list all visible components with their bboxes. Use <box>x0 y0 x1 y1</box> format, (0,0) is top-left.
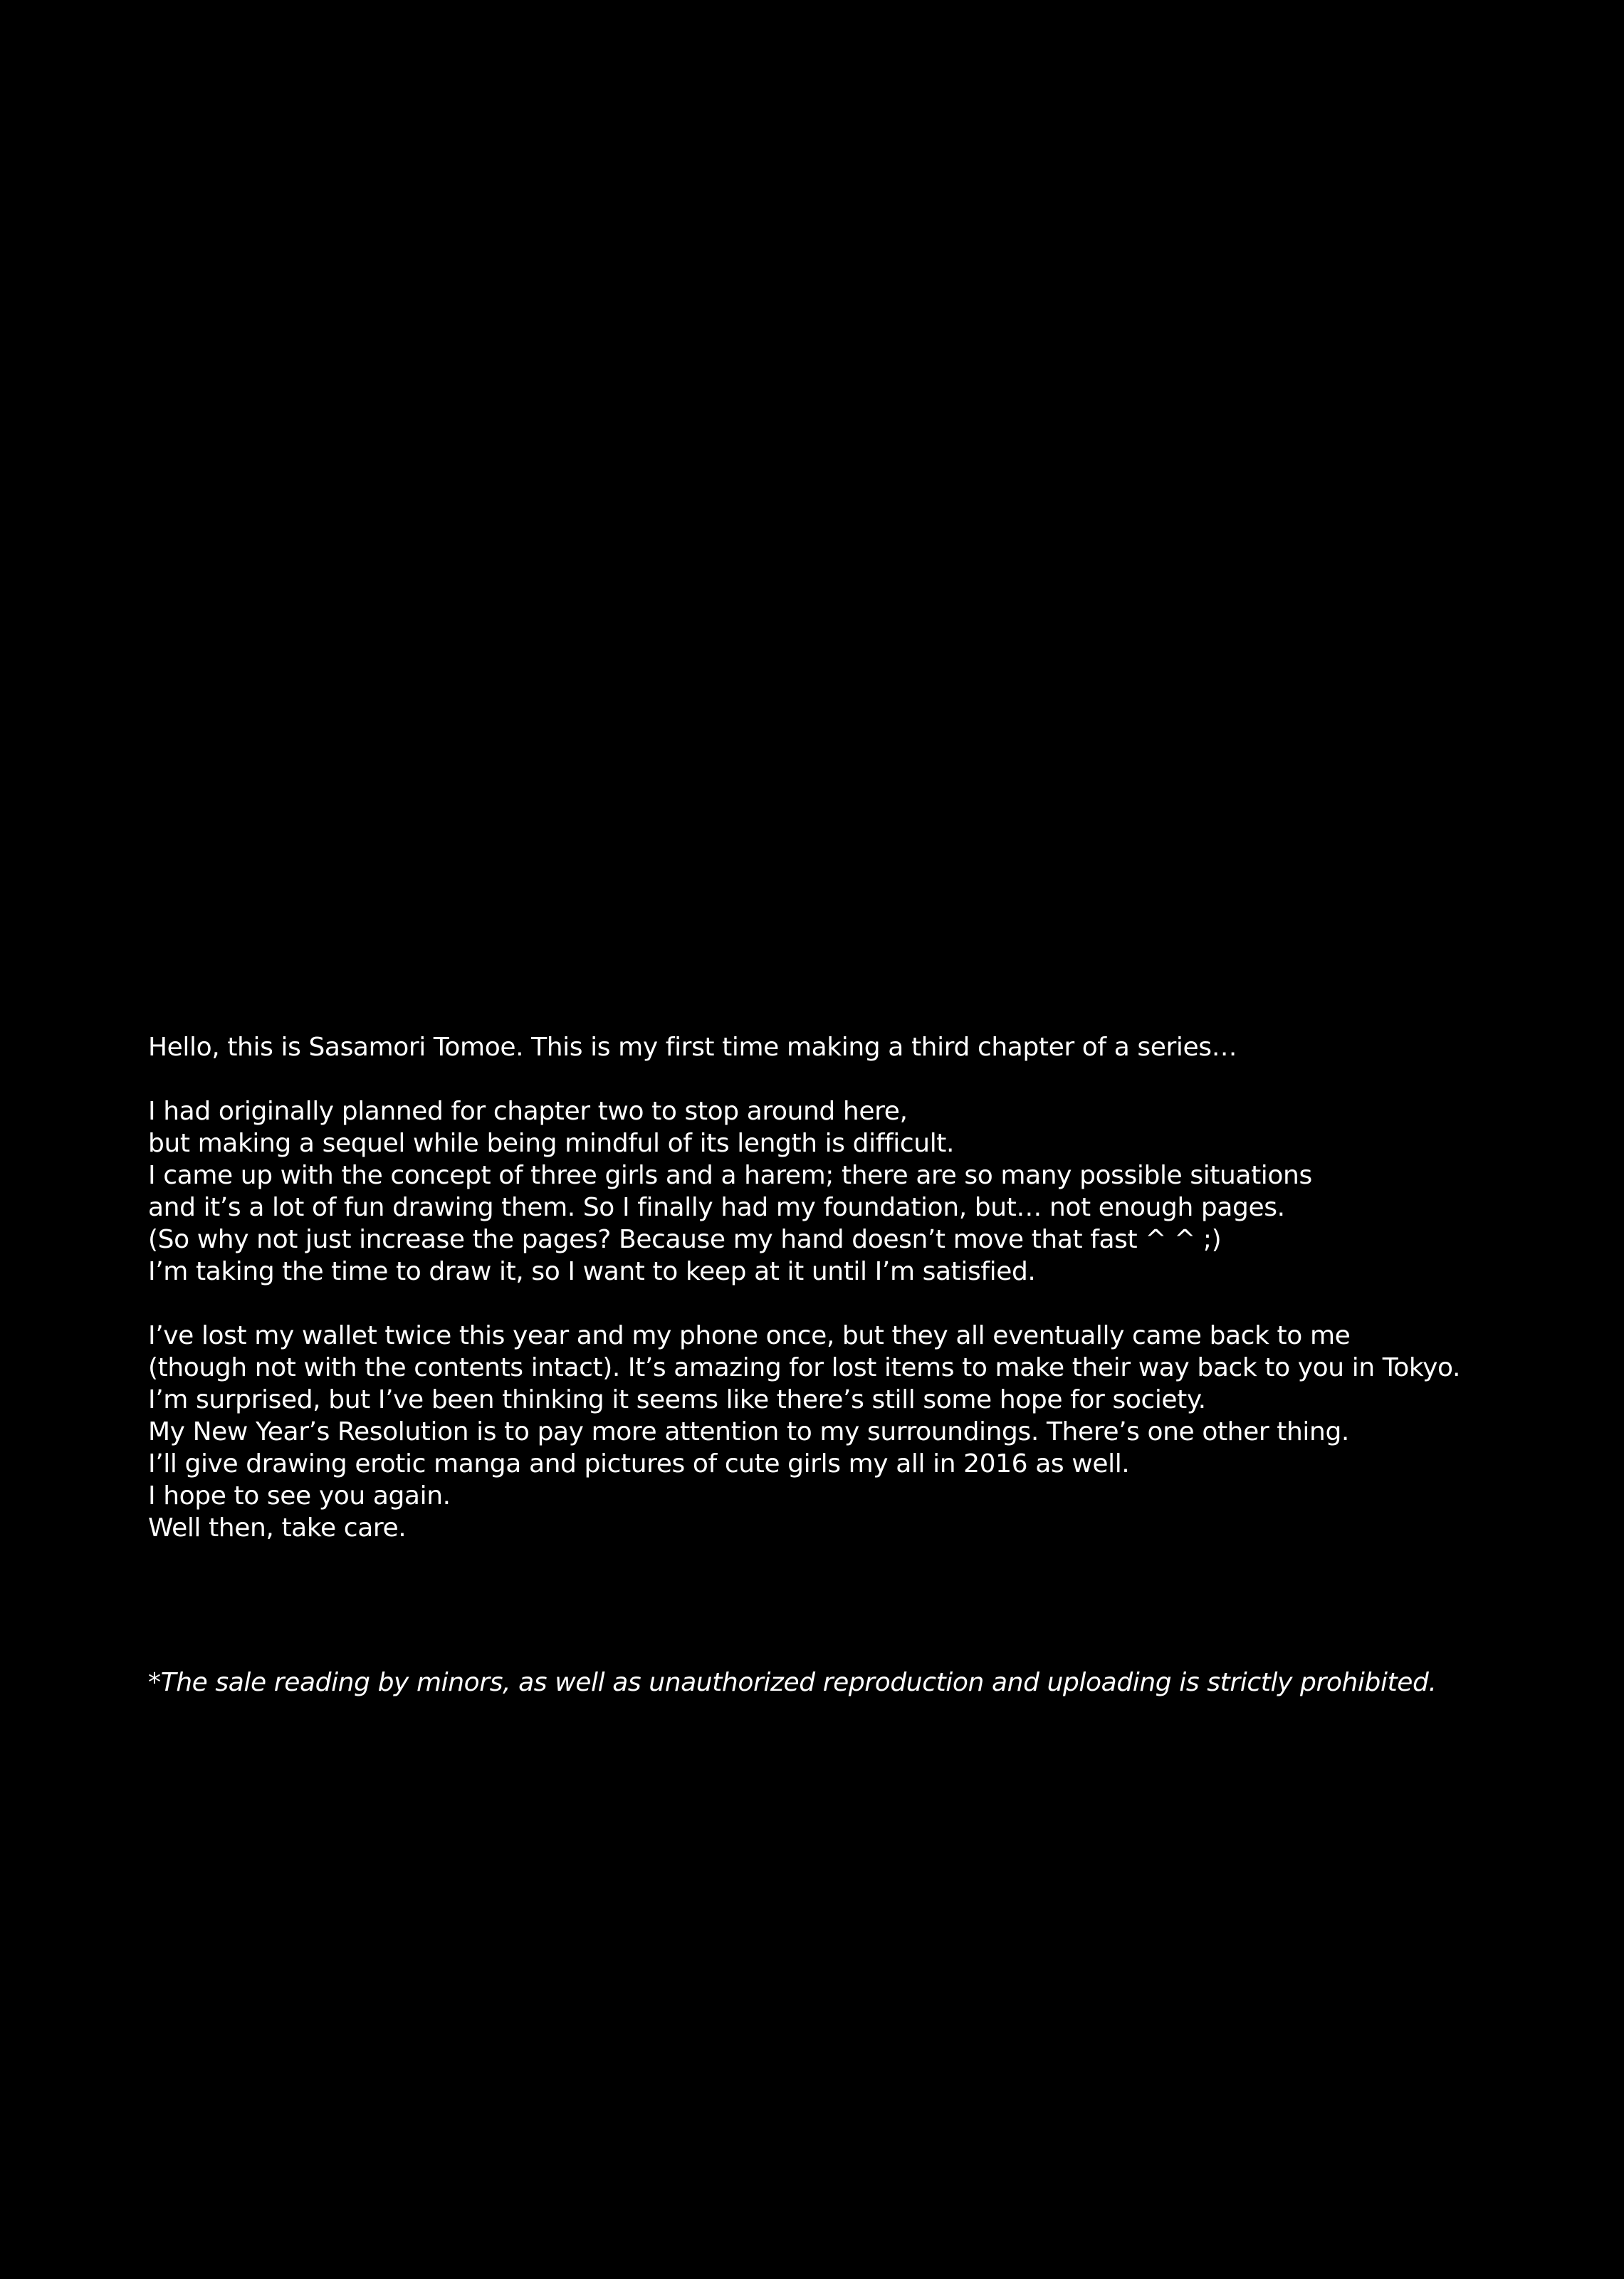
paragraph-3-line-3: I’m surprised, but I’ve been thinking it seems like there’s still some hope for society. <box>148 1385 1206 1414</box>
afterword-text <box>148 1031 1558 1544</box>
paragraph-3-line-2: (though not with the contents intact). It’s amazing for lost items to make their way back to you in Tokyo. <box>148 1353 1461 1382</box>
paragraph-3-line-5: I’ll give drawing erotic manga and pictures of cute girls my all in 2016 as well. <box>148 1449 1130 1479</box>
paragraph-2-line-6: I’m taking the time to draw it, so I want to keep at it until I’m satisfied. <box>148 1257 1036 1286</box>
paragraph-1-line-1: Hello, this is Sasamori Tomoe. This is my first time making a third chapter of a series… <box>148 1033 1237 1062</box>
paragraph-gap <box>148 1288 1558 1320</box>
paragraph-2-line-2: but making a sequel while being mindful of its length is difficult. <box>148 1129 955 1158</box>
paragraph-3-line-1: I’ve lost my wallet twice this year and my phone once, but they all eventually came back to me <box>148 1321 1351 1350</box>
paragraph-3-line-4: My New Year’s Resolution is to pay more attention to my surroundings. There’s one other thing. <box>148 1417 1349 1446</box>
paragraph-3-line-6: I hope to see you again. <box>148 1481 451 1511</box>
paragraph-2-line-4: and it’s a lot of fun drawing them. So I finally had my foundation, but… not enough pages. <box>148 1193 1285 1222</box>
paragraph-2-line-5: (So why not just increase the pages? Because my hand doesn’t move that fast ^ ^ ;) <box>148 1225 1222 1254</box>
paragraph-2-line-1: I had originally planned for chapter two to stop around here, <box>148 1097 908 1126</box>
paragraph-3-line-7: Well then, take care. <box>148 1513 407 1543</box>
prohibition-notice: *The sale reading by minors, as well as unauthorized reproduction and uploading is strictly prohibited. <box>148 1668 1437 1697</box>
paragraph-2-line-3: I came up with the concept of three girls and a harem; there are so many possible situations <box>148 1161 1312 1190</box>
paragraph-gap <box>148 1063 1558 1095</box>
